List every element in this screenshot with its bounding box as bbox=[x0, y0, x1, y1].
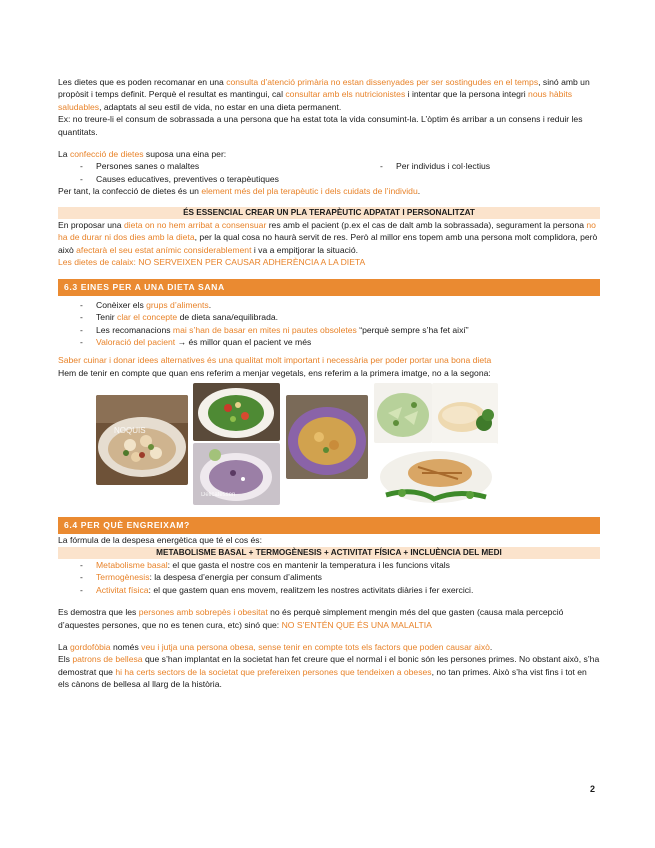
text: : la despesa d’energia per consum d’aliments bbox=[149, 572, 322, 583]
list-item bbox=[58, 311, 600, 323]
pasta-photo bbox=[374, 383, 432, 443]
food-photos bbox=[58, 383, 600, 511]
proposar-paragraph bbox=[58, 219, 600, 256]
highlight-text: dieta on no hem arribat a consensuar bbox=[123, 220, 267, 231]
text: → és millor quan el pacient ve més bbox=[175, 336, 312, 347]
confeccio-intro bbox=[58, 148, 600, 160]
text: . bbox=[417, 186, 421, 197]
formula-callout: METABOLISME BASAL + TERMOGÈNESIS + ACTIVITAT FÍSICA + INCLUÈNCIA DEL MEDI bbox=[58, 547, 600, 559]
stew-photo bbox=[286, 395, 368, 479]
highlight-text: consultar amb els nutricionistes bbox=[285, 89, 406, 100]
bellesa-paragraph bbox=[58, 653, 600, 690]
gordofobia-paragraph bbox=[58, 641, 600, 653]
text: , sinó amb un propòsit i temps definit. Perquè el resultat es mantingui, cal bbox=[58, 77, 590, 100]
highlight-text: veu i jutja una persona obesa, sense tenir en compte tots els factors que poden causar això bbox=[141, 641, 490, 652]
text: En proposar una bbox=[58, 220, 124, 231]
text: , adaptats al seu estil de vida, no estar en una dieta permanent. bbox=[99, 101, 342, 112]
section-heading-6-3: 6.3 EINES PER A UNA DIETA SANA bbox=[58, 279, 600, 296]
text: Es demostra que les bbox=[58, 607, 139, 618]
text: : el que gastem quan ens movem, realitzem les nostres activitats diàries i fer exercici. bbox=[148, 584, 474, 595]
formula-terms-list bbox=[58, 559, 600, 596]
highlight-text: Activitat física bbox=[96, 584, 149, 595]
text: , no tan primes. Això s’ha vist fins i tot en els cànons de bellesa al llarg de la història. bbox=[58, 666, 587, 690]
text: no és perquè simplement mengin més del que gasten (causa mala percepció d’aquestes persones, que no es tenen cura, etc) sinó que: bbox=[58, 607, 564, 630]
highlight-text: consulta d’atenció primària no estan dissenyades per ser sostingudes en el temps bbox=[226, 77, 539, 87]
page-content bbox=[58, 76, 600, 691]
list-item: - Persones sanes o malaltes bbox=[58, 160, 358, 172]
text: i intentar que la persona integri bbox=[405, 89, 529, 100]
highlight-text: clar el concepte bbox=[117, 312, 178, 323]
highlight-text: no ha de durar ni dos dies amb la dieta bbox=[58, 220, 596, 243]
list-item bbox=[58, 571, 600, 583]
highlight-text: Metabolisme basal bbox=[96, 559, 168, 570]
confeccio-list-right bbox=[358, 160, 490, 185]
example-paragraph: Ex: no treure-li el consum de sobrassada a una persona que ha estat tota la vida consumint-la. L’òptim és arribar a un consens i reduir les quantitats. bbox=[58, 114, 583, 137]
soup-photo bbox=[193, 443, 280, 505]
obesitat-paragraph bbox=[58, 606, 600, 631]
photo-watermark: NOQUIS bbox=[114, 426, 146, 436]
text: Conèixer els bbox=[96, 299, 147, 310]
highlight-text: gordofòbia bbox=[69, 641, 111, 652]
highlight-text: hi ha certs sectors de la societat que prefereixen persones que tendeixen a obeses bbox=[115, 666, 432, 677]
text: només bbox=[110, 641, 142, 652]
chicken-broccoli-photo bbox=[432, 383, 498, 445]
highlight-text: mai s’han de basar en mites ni pautes obsoletes bbox=[172, 324, 357, 335]
text: res amb el pacient (p.ex el cas de dalt amb la sobrassada), segurament la persona bbox=[266, 220, 587, 231]
text: . bbox=[208, 299, 212, 310]
list-item bbox=[58, 336, 600, 348]
grilled-chicken-photo bbox=[374, 443, 498, 509]
cuinar-highlight: Saber cuinar i donar idees alternatives és una qualitat molt important i necessària per poder portar una bona dieta bbox=[58, 355, 492, 366]
photo-watermark: Delicatessen bbox=[201, 492, 236, 499]
highlight-text: afectarà el seu estat anímic considerablement bbox=[76, 244, 252, 255]
gnocchi-photo bbox=[96, 395, 188, 485]
list-item bbox=[58, 324, 600, 336]
list-item bbox=[58, 299, 600, 311]
highlight-text: grups d’aliments bbox=[146, 299, 209, 310]
text: de dieta sana/equilibrada. bbox=[177, 312, 279, 323]
text: , per la qual cosa no haurà servit de res. Però al millor ens topem amb una persona molt complidora, però això bbox=[58, 232, 598, 255]
highlight-text: patrons de bellesa bbox=[72, 654, 143, 665]
salad-photo bbox=[193, 383, 280, 441]
highlight-text: : NO SERVEIXEN PER CAUSAR ADHERÈNCIA A LA DIETA bbox=[133, 257, 366, 268]
text: La bbox=[58, 149, 70, 160]
images-intro: Hem de tenir en compte que quan ens referim a menjar vegetals, ens referim a la primera imatge, no a la segona: bbox=[58, 367, 491, 378]
callout-pla-terapeutic: ÉS ESSENCIAL CREAR UN PLA TERAPÈUTIC ADPATAT I PERSONALITZAT bbox=[58, 207, 600, 219]
highlight-text: Termogènesis bbox=[96, 572, 150, 583]
list-item: - Causes educatives, preventives o terapèutiques bbox=[58, 173, 358, 185]
confeccio-conclusion bbox=[58, 185, 600, 197]
list-item: - Per individus i col·lectius bbox=[358, 160, 490, 172]
highlight-text: Les dietes de calaix bbox=[58, 257, 134, 268]
list-item bbox=[58, 559, 600, 571]
text: Tenir bbox=[96, 312, 118, 323]
highlight-text: NO S’ENTÉN QUE ÉS UNA MALALTIA bbox=[281, 619, 432, 630]
highlight-text: Valoració del pacient bbox=[96, 336, 176, 347]
page-number: 2 bbox=[590, 784, 596, 794]
dietes-calaix-line bbox=[58, 256, 600, 268]
intro-paragraph bbox=[58, 76, 600, 113]
highlight-text: confecció de dietes bbox=[69, 149, 144, 160]
eines-list bbox=[58, 299, 600, 349]
text: Els bbox=[58, 654, 73, 665]
text: Per tant, la confecció de dietes és un bbox=[58, 186, 202, 197]
highlight-text: nous hàbits saludables bbox=[58, 89, 573, 112]
formula-intro: La fórmula de la despesa energètica que té el cos és: bbox=[58, 535, 262, 546]
text: que s’han implantat en la societat han fet creure que el normal i el bonic són les persones primes. No obstant això, s’ha demostrat que bbox=[58, 654, 600, 677]
text: Les recomanacions bbox=[96, 324, 173, 335]
section-heading-6-4: 6.4 PER QUÈ ENGREIXAM? bbox=[58, 517, 600, 534]
text: : el que gasta el nostre cos en mantenir la temperatura i les funcions vitals bbox=[167, 559, 450, 570]
highlight-text: persones amb sobrepès i obesitat bbox=[138, 607, 268, 618]
text: Les dietes que es poden recomanar en una bbox=[58, 77, 227, 87]
text: “perquè sempre s’ha fet així” bbox=[356, 324, 469, 335]
text: i va a empitjorar la situació. bbox=[251, 244, 358, 255]
highlight-text: element més del pla terapèutic i dels cuidats de l’individu bbox=[201, 186, 418, 197]
text: suposa una eina per: bbox=[143, 149, 227, 160]
confeccio-list-left bbox=[58, 160, 358, 185]
text: . bbox=[489, 641, 493, 652]
confeccio-lists bbox=[58, 160, 600, 185]
text: La bbox=[58, 641, 70, 652]
list-item bbox=[58, 584, 600, 596]
